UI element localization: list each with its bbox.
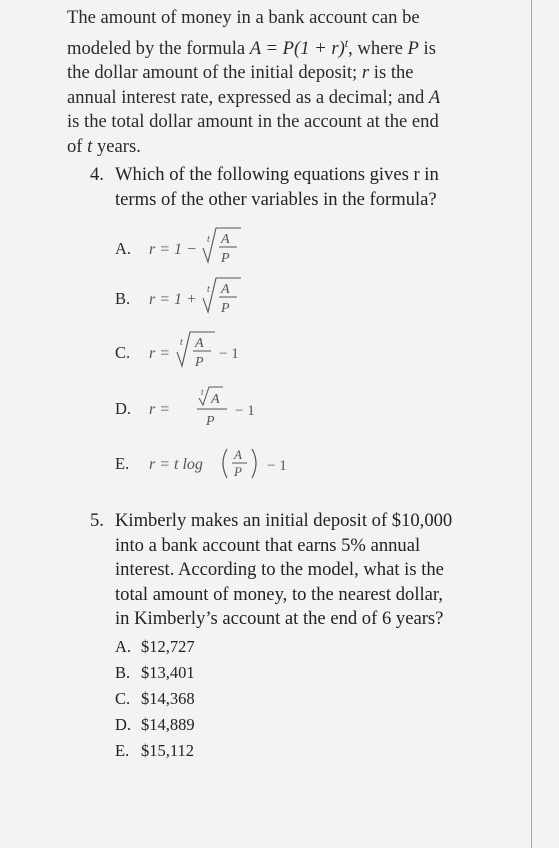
intro-line-2: modeled by the formula $A = P(1 + r)^t$, where P is <box>67 35 436 59</box>
choice-lhs: r = <box>149 401 171 418</box>
intro-line-5: is the total dollar amount in the account at the end <box>67 111 439 133</box>
question-number: 4. <box>90 164 104 185</box>
choice-label: D. <box>115 399 132 418</box>
choice-tail: − 1 <box>235 403 255 419</box>
answer-label: A. <box>115 637 132 656</box>
fraction-denominator: P <box>221 251 230 266</box>
choice-label: A. <box>115 239 132 258</box>
fraction-numerator: A <box>221 232 230 247</box>
fraction-denominator: P <box>221 301 230 316</box>
formula-exponent: t <box>344 35 349 50</box>
fraction-numerator: A <box>195 336 204 351</box>
answer-b[interactable] <box>115 662 195 684</box>
choice-e[interactable] <box>115 441 335 487</box>
answer-a[interactable] <box>115 636 195 658</box>
answer-label: E. <box>115 741 130 760</box>
choice-d[interactable] <box>115 384 315 430</box>
answer-value: $15,112 <box>141 741 195 760</box>
answer-label: B. <box>115 663 131 682</box>
question-stem-line-2: into a bank account that earns 5% annual <box>115 534 421 556</box>
answer-value: $13,401 <box>141 663 195 682</box>
root-index: t <box>180 337 183 348</box>
formula: A = P(1 + r) <box>249 37 345 59</box>
question-5 <box>90 509 520 632</box>
choice-label: C. <box>115 343 131 362</box>
choice-lhs: r = 1 + <box>149 291 197 308</box>
intro-line-3: the dollar amount of the initial deposit; r is the <box>67 62 414 84</box>
root-index: t <box>207 284 210 295</box>
choice-lhs: r = 1 − <box>149 241 197 258</box>
choice-label: E. <box>115 454 130 473</box>
intro-paragraph <box>67 6 527 159</box>
choice-label: B. <box>115 289 131 308</box>
choice-tail: − 1 <box>219 346 239 362</box>
choice-a[interactable] <box>115 224 315 270</box>
fraction-denominator: P <box>206 414 215 429</box>
right-paren <box>252 449 256 478</box>
answer-d[interactable] <box>115 714 195 736</box>
question-stem-line-5: in Kimberly’s account at the end of 6 years? <box>115 608 444 629</box>
fraction-denominator: P <box>195 355 204 370</box>
question-stem-line-1: Which of the following equations gives r in <box>115 164 439 185</box>
question-number: 5. <box>90 510 104 531</box>
answer-value: $14,889 <box>141 715 195 734</box>
answer-e[interactable] <box>115 740 194 762</box>
intro-line-6: of t years. <box>67 135 141 157</box>
choice-lhs: r = <box>149 345 171 362</box>
answer-value: $14,368 <box>141 689 195 708</box>
left-paren <box>223 449 227 478</box>
question-stem-line-4: total amount of money, to the nearest dollar, <box>115 583 443 605</box>
fraction-numerator: A <box>211 392 220 407</box>
intro-line-4: annual interest rate, expressed as a decimal; and A <box>67 86 441 108</box>
answer-value: $12,727 <box>141 637 195 656</box>
intro-line-1: The amount of money in a bank account can be <box>67 7 420 28</box>
answer-c[interactable] <box>115 688 195 710</box>
page-edge-line <box>531 0 532 848</box>
choice-b[interactable] <box>115 275 315 321</box>
answer-label: C. <box>115 689 131 708</box>
root-index: t <box>201 387 204 397</box>
fraction-numerator: A <box>234 447 242 462</box>
answer-label: D. <box>115 715 132 734</box>
choice-c[interactable] <box>115 330 315 376</box>
question-stem-line-1: Kimberly makes an initial deposit of $10,000 <box>115 510 453 531</box>
question-4 <box>90 163 520 212</box>
question-stem-line-2: terms of the other variables in the formula? <box>115 188 437 210</box>
fraction-denominator: P <box>234 464 242 479</box>
question-stem-line-3: interest. According to the model, what is the <box>115 559 444 580</box>
fraction-numerator: A <box>221 282 230 297</box>
root-index: t <box>207 234 210 245</box>
choice-lhs: r = t log <box>149 456 203 473</box>
choice-tail: − 1 <box>267 458 287 474</box>
